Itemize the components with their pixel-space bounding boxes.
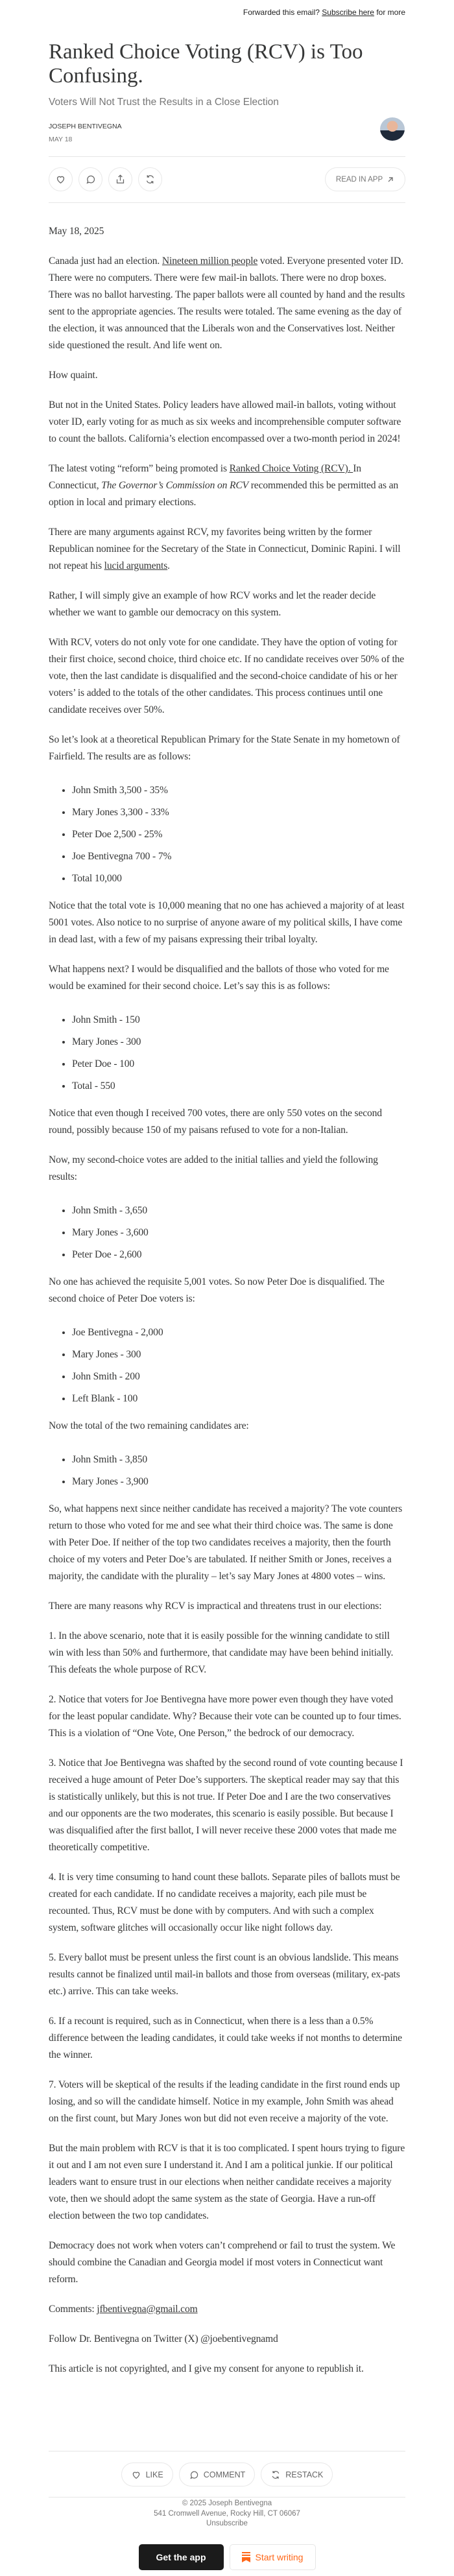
text-segment: There are many arguments against RCV, my favorites being written by the former Republican nominee for the Secretary of the State in Connecticut, Dominic Rapini. I will not repeat his <box>49 527 401 571</box>
text-segment: Democracy does not work when voters can’t comprehend or fail to trust the system. We should combine the Canadian and Georgia model if most voters in Connecticut want reform. <box>49 2240 396 2285</box>
text-segment: 5. Every ballot must be present unless the first count is an obvious landslide. This means results cannot be finalized until mail-in ballots and those from overseas (military, ex-pats etc.) arrive. This can take weeks. <box>49 1952 400 1997</box>
list-item: • Mary Jones - 3,900 <box>72 1473 405 1490</box>
heart-icon <box>131 2470 141 2480</box>
text-segment: The latest voting “reform” being promoted is <box>49 463 230 474</box>
paragraph <box>49 898 405 948</box>
paragraph <box>49 397 405 447</box>
paragraph <box>49 1598 405 1615</box>
paragraph <box>49 1691 405 1742</box>
paragraph <box>49 2077 405 2127</box>
get-the-app-button[interactable] <box>139 2544 224 2570</box>
inline-link[interactable]: Ranked Choice Voting (RCV). <box>229 463 353 474</box>
paragraph <box>49 961 405 995</box>
paragraph <box>49 634 405 719</box>
text-segment: With RCV, voters do not only vote for one candidate. They have the option of voting for their first choice, second choice, third choice etc. If no candidate receives over 50% of the vote, then the last candidate is disqualified and the second-choice candidate of his or her voters’ is added to the totals of the other candidates. This process continues until one candidate receives over 50%. <box>49 637 405 715</box>
list-item: • John Smith - 3,850 <box>72 1451 405 1468</box>
inline-link[interactable]: Nineteen million people <box>161 256 258 267</box>
restack-button[interactable] <box>138 167 162 191</box>
list-item: • Joe Bentivegna - 2,000 <box>72 1324 405 1341</box>
text-segment: Comments: j <box>49 2304 100 2315</box>
author-avatar[interactable] <box>380 117 405 141</box>
paragraph <box>49 2361 405 2378</box>
text-segment: No one has achieved the requisite 5,001 votes. So now Peter Doe is disqualified. The second choice of Peter Doe voters is: <box>49 1276 385 1304</box>
paragraph <box>49 2013 405 2064</box>
restack-icon <box>145 174 156 185</box>
italic-text: The Governor’s Commission on RCV <box>101 480 249 491</box>
post-subtitle: Voters Will Not Trust the Results in a Close Election <box>49 97 279 108</box>
text-segment: But not in the United States. Policy leaders have allowed mail-in ballots, voting without voter ID, early voting for as much as six weeks and incomprehensible computer software to count the ballots. California’s election encompassed over a two-month period in 2024! <box>49 400 401 444</box>
app-actions <box>0 2544 454 2570</box>
text-segment: So let’s look at a theoretical Republican Primary for the State Senate in my hometown of Fairfield. The results are as follows: <box>49 734 400 762</box>
text-segment: There are many reasons why RCV is impractical and threatens trust in our elections: <box>49 1601 382 1612</box>
author-name[interactable]: JOSEPH BENTIVEGNA <box>49 123 122 130</box>
footer-actions <box>0 2463 454 2487</box>
text-segment: Now the total of the two remaining candidates are: <box>49 1420 249 1431</box>
text-segment: But the main problem with RCV is that it is too complicated. I spent hours trying to figure it out and I am not even sure I understand it. And I am a political junkie. If our political leaders want to ensure trust in our elections when neither candidate receives a majority vote, then we should adopt the same system as the state of Georgia. Have a run-off election between the two top candidates. <box>49 2143 405 2221</box>
comment-icon <box>85 174 96 185</box>
paragraph <box>49 367 405 384</box>
text-segment: voted. Everyone presented voter ID. There were no computers. There were few mail-in ballots. There were no drop boxes. There was no ballot harvesting. The paper ballots were all counted by hand and the results sent to the appropriate agencies. The results were totaled. The same evening as the day of the election, it was announced that the Liberals won and the Conservatives lost. Neither side questioned the result. And life went on. <box>49 256 405 351</box>
divider <box>49 202 405 203</box>
paragraph <box>49 2237 405 2288</box>
text-segment: Rather, I will simply give an example of how RCV works and let the reader decide whether we want to gamble our democracy on this system. <box>49 590 376 618</box>
list-item: • John Smith 3,500 - 35% <box>72 782 405 799</box>
share-icon <box>115 174 126 185</box>
paragraph <box>49 460 405 511</box>
text-segment: What happens next? I would be disqualified and the ballots of those who voted for me would be examined for their second choice. Let’s say this is as follows: <box>49 964 389 992</box>
paragraph <box>49 1105 405 1139</box>
text-segment: 4. It is very time consuming to hand count these ballots. Separate piles of ballots must be created for each candidate. If no candidate receives a majority, each pile must be recounted. Thus, RCV must be done with by computers. And with such a complex system, software glitches will occasionally occur like night follows day. <box>49 1872 400 1933</box>
get-the-app-label: Get the app <box>156 2552 206 2562</box>
forwarded-notice <box>243 8 405 17</box>
paragraph <box>49 1628 405 1678</box>
share-button[interactable] <box>108 167 132 191</box>
list-item: • Total 10,000 <box>72 870 405 887</box>
text-segment: 2. Notice that voters for Joe Bentivegna have more power even though they have voted for the least popular candidate. Why? Because their vote can be counted up to four times. This is a violation of “One Vote, One Person,” the bedrock of our democracy. <box>49 1694 401 1739</box>
start-writing-label: Start writing <box>255 2552 304 2562</box>
paragraph <box>49 588 405 621</box>
list-item: • John Smith - 150 <box>72 1012 405 1029</box>
forwarded-suffix: for more <box>374 8 405 17</box>
list-item: • Left Blank - 100 <box>72 1390 405 1407</box>
start-writing-button[interactable] <box>230 2544 316 2570</box>
text-segment: How quaint. <box>49 370 98 381</box>
publish-date: MAY 18 <box>49 136 73 143</box>
text-segment: 7. Voters will be skeptical of the results if the leading candidate in the first round ends up losing, and so will the candidate himself. Notice in my example, John Smith was ahead on the first count, but Mary Jones won but did not even receive a majority of the vote. <box>49 2079 400 2124</box>
paragraph <box>49 1501 405 1585</box>
paragraph <box>49 732 405 765</box>
list-item: • Mary Jones - 300 <box>72 1034 405 1051</box>
bullet-list <box>49 1202 405 1263</box>
post-title: Ranked Choice Voting (RCV) is Too Confusing. <box>49 40 363 88</box>
bullet-list <box>49 1451 405 1490</box>
text-segment: In Connecticut, <box>49 463 361 491</box>
comment-button[interactable] <box>179 2463 256 2487</box>
article-body <box>49 223 405 2391</box>
paragraph <box>49 1869 405 1937</box>
paragraph <box>49 1755 405 1856</box>
bullet-list <box>49 1324 405 1407</box>
substack-logo-icon <box>242 2552 250 2562</box>
divider <box>49 156 405 157</box>
copyright: © 2025 Joseph Bentivegna <box>182 2499 272 2507</box>
paragraph <box>49 524 405 575</box>
bullet-list <box>49 1012 405 1095</box>
restack-label: RESTACK <box>285 2470 324 2479</box>
text-segment: 3. Notice that Joe Bentivegna was shafted by the second round of vote counting because I received a huge amount of Peter Doe’s supporters. The skeptical reader may say that this is statistically unlikely, but this is not true. If Peter Doe and I are the two conservatives and our opponents are the two moderates, this scenario is easily possible. But because I was disqualified after the first ballot, I will never receive these 2000 votes that made me theoretically competitive. <box>49 1758 403 1853</box>
comment-icon <box>189 2470 199 2480</box>
paragraph <box>49 223 405 240</box>
list-item: • Total - 550 <box>72 1078 405 1095</box>
text-segment: 1. In the above scenario, note that it is easily possible for the winning candidate to still win with less than 50% and furthermore, that candidate may have been behind initially. This defeats the whole purpose of RCV. <box>49 1630 394 1675</box>
like-label: LIKE <box>145 2470 163 2479</box>
restack-button[interactable] <box>261 2463 333 2487</box>
heart-icon <box>55 174 66 185</box>
footer-info <box>0 2499 454 2529</box>
text-segment: 6. If a recount is required, such as in Connecticut, when there is a less than a 0.5% difference between the leading candidates, it could take weeks if not months to determine the winner. <box>49 2016 402 2060</box>
paragraph <box>49 1152 405 1186</box>
read-in-app-label: READ IN APP <box>335 175 383 184</box>
paragraph <box>49 2331 405 2348</box>
paragraph <box>49 2140 405 2224</box>
paragraph <box>49 1274 405 1307</box>
list-item: • John Smith - 200 <box>72 1368 405 1385</box>
list-item: • John Smith - 3,650 <box>72 1202 405 1219</box>
text-segment: May 18, 2025 <box>49 226 104 237</box>
list-item: • Peter Doe - 100 <box>72 1056 405 1073</box>
paragraph <box>49 1950 405 2000</box>
text-segment: Notice that the total vote is 10,000 meaning that no one has achieved a majority of at least 5001 votes. Also notice to no surprise of anyone aware of my political skills, I have come in dead last, with a few of my paisans expressing their tribal loyalty. <box>49 900 405 945</box>
text-segment: So, what happens next since neither candidate has received a majority? The vote counters return to those who voted for me and see what their third choice was. The same is done with Peter Doe. If neither of the top two candidates receives a majority, then the fourth choice of my voters and Peter Doe’s are tabulated. If neither Smith or Jones, receives a majority, the candidate with the plurality – let’s say Mary Jones at 4800 votes – wins. <box>49 1503 403 1582</box>
forwarded-text: Forwarded this email? <box>243 8 322 17</box>
arrow-up-right-icon <box>387 176 394 184</box>
read-in-app-button[interactable] <box>325 167 405 191</box>
inline-link[interactable]: fbentivegna@gmail.com <box>99 2304 198 2315</box>
text-segment: Now, my second-choice votes are added to the initial tallies and yield the following results: <box>49 1154 378 1182</box>
paragraph <box>49 1418 405 1435</box>
list-item: • Mary Jones - 300 <box>72 1346 405 1363</box>
list-item: • Joe Bentivegna 700 - 7% <box>72 848 405 865</box>
text-segment: Notice that even though I received 700 votes, there are only 550 votes on the second round, possibly because 150 of my paisans refused to vote for a non-Italian. <box>49 1108 382 1136</box>
inline-link[interactable]: lucid arguments <box>104 560 168 571</box>
list-item: • Peter Doe - 2,600 <box>72 1246 405 1263</box>
list-item: • Mary Jones - 3,600 <box>72 1224 405 1241</box>
text-segment: This article is not copyrighted, and I give my consent for anyone to republish it. <box>49 2363 364 2374</box>
comment-button[interactable] <box>78 167 102 191</box>
list-item: • Mary Jones 3,300 - 33% <box>72 804 405 821</box>
paragraph <box>49 2301 405 2318</box>
like-button[interactable] <box>121 2463 173 2487</box>
text-segment: Follow Dr. Bentivegna on Twitter (X) @joebentivegnamd <box>49 2333 278 2344</box>
text-segment: recommended this be permitted as an option in local and primary elections. <box>49 480 399 508</box>
comment-label: COMMENT <box>203 2470 246 2479</box>
paragraph <box>49 253 405 354</box>
text-segment: . <box>167 560 170 571</box>
list-item: • Peter Doe 2,500 - 25% <box>72 826 405 843</box>
divider <box>49 2497 405 2498</box>
like-button[interactable] <box>49 167 73 191</box>
subscribe-link[interactable]: Subscribe here <box>322 8 374 17</box>
unsubscribe-link[interactable]: Unsubscribe <box>206 2520 248 2527</box>
restack-icon <box>270 2470 281 2480</box>
text-segment: Canada just had an election. <box>49 256 162 267</box>
bullet-list <box>49 782 405 887</box>
address: 541 Cromwell Avenue, Rocky Hill, CT 06067 <box>154 2509 300 2518</box>
